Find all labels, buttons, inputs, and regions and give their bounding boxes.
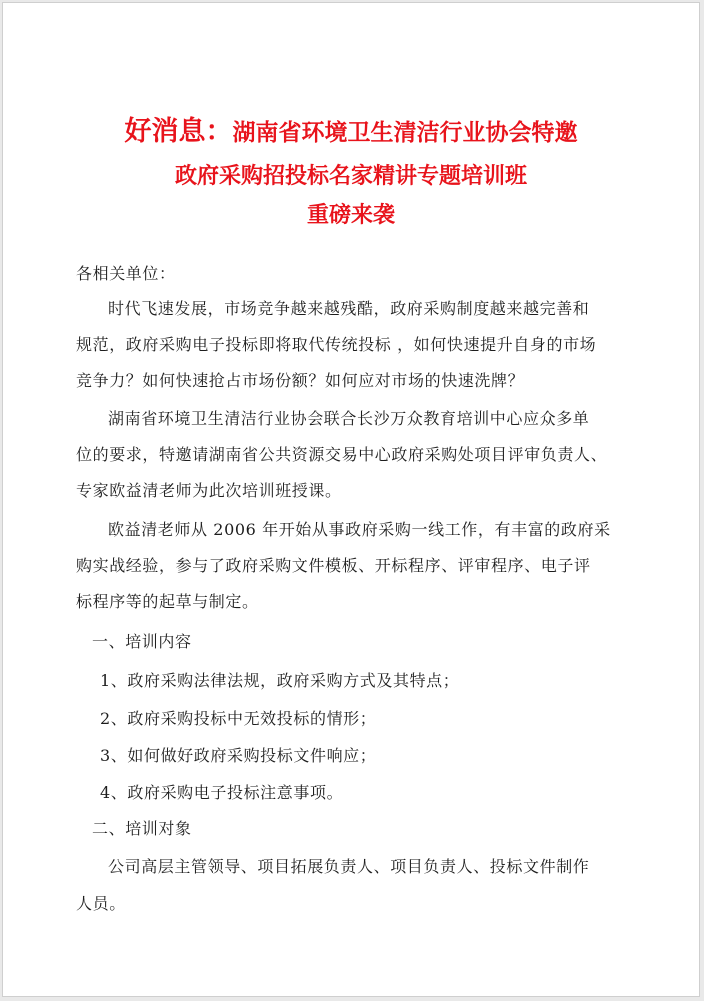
document-page bbox=[2, 2, 700, 997]
paragraph-1-line-1: 时代飞速发展，市场竞争越来越残酷，政府采购制度越来越完善和 bbox=[108, 299, 590, 318]
salutation: 各相关单位： bbox=[76, 264, 176, 283]
paragraph-2-line-3: 专家欧益清老师为此次培训班授课。 bbox=[76, 481, 342, 500]
title-line-1-text: 湖南省环境卫生清洁行业协会特邀 bbox=[232, 120, 578, 146]
title-line-1 bbox=[3, 109, 699, 148]
paragraph-2-line-1: 湖南省环境卫生清洁行业协会联合长沙万众教育培训中心应众多单 bbox=[108, 409, 590, 428]
section-2-line-2: 人员。 bbox=[76, 894, 126, 913]
section-1-heading: 一、培训内容 bbox=[92, 632, 192, 651]
section-2-line-1: 公司高层主管领导、项目拓展负责人、项目负责人、投标文件制作 bbox=[108, 857, 590, 876]
section-1-item-2: 2、政府采购投标中无效投标的情形； bbox=[100, 709, 377, 728]
paragraph-1-line-3: 竞争力？如何快速抢占市场份额？如何应对市场的快速洗牌？ bbox=[76, 371, 525, 390]
title-prefix: 好消息： bbox=[124, 116, 233, 147]
section-2-heading: 二、培训对象 bbox=[92, 819, 192, 838]
paragraph-1-line-2: 规范，政府采购电子投标即将取代传统投标 ，如何快速提升自身的市场 bbox=[76, 335, 597, 354]
paragraph-3-line-2: 购实战经验，参与了政府采购文件模板、开标程序、评审程序、电子评 bbox=[76, 556, 591, 575]
section-1-item-3: 3、如何做好政府采购投标文件响应； bbox=[100, 746, 377, 765]
paragraph-3-line-3: 标程序等的起草与制定。 bbox=[76, 592, 259, 611]
title-line-3: 重磅来袭 bbox=[306, 203, 395, 228]
title-line-2: 政府采购招投标名家精讲专题培训班 bbox=[174, 164, 527, 189]
paragraph-3-line-1: 欧益清老师从 2006 年开始从事政府采购一线工作，有丰富的政府采 bbox=[108, 520, 611, 539]
section-1-item-4: 4、政府采购电子投标注意事项。 bbox=[100, 783, 344, 802]
paragraph-2-line-2: 位的要求，特邀请湖南省公共资源交易中心政府采购处项目评审负责人、 bbox=[76, 445, 608, 464]
section-1-item-1: 1、政府采购法律法规，政府采购方式及其特点； bbox=[100, 671, 460, 690]
